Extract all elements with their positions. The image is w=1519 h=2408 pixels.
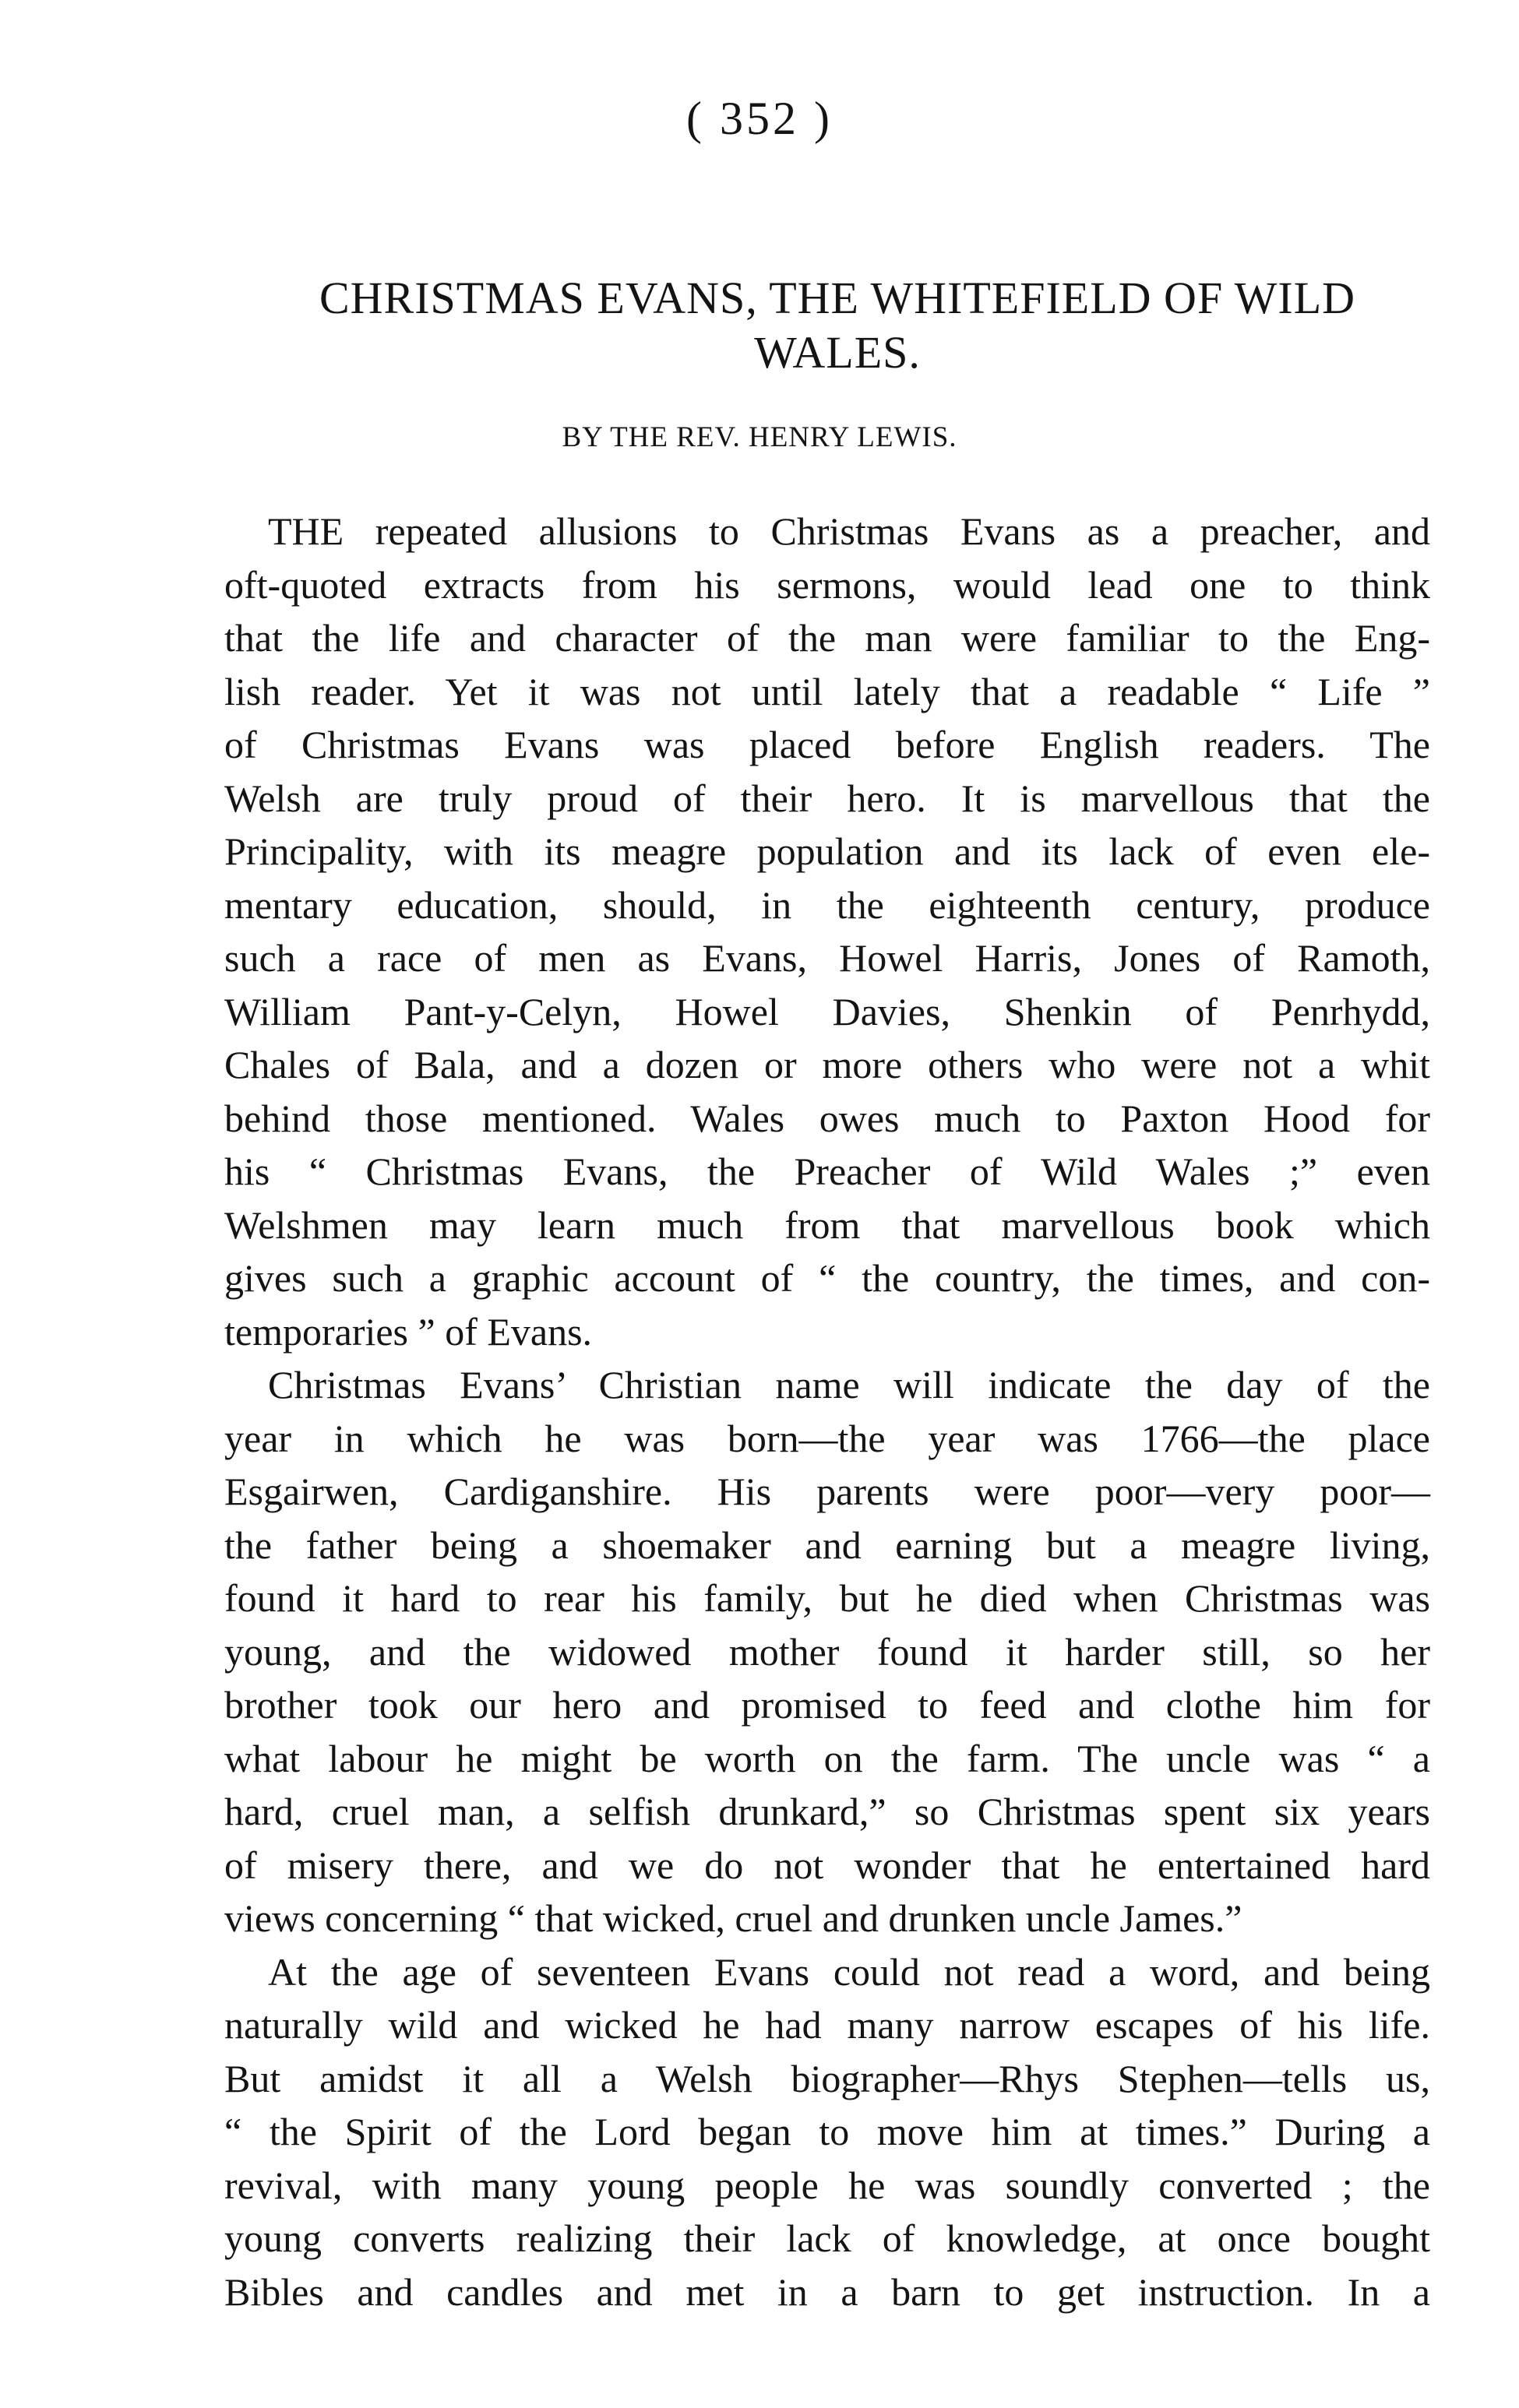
text-line: Principality, with its meagre population and its lack of even ele- bbox=[224, 829, 1430, 873]
text-line: temporaries ” of Evans. bbox=[224, 1309, 593, 1354]
text-line: Chales of Bala, and a dozen or more others who were not a whit bbox=[224, 1043, 1430, 1086]
article-title bbox=[234, 271, 1441, 380]
text-line: Esgairwen, Cardiganshire. His parents were poor—very poor— bbox=[224, 1470, 1430, 1513]
text-line: year in which he was born—the year was 1766—the place bbox=[224, 1416, 1430, 1460]
text-line: At the age of seventeen Evans could not read a word, and being bbox=[268, 1949, 1430, 1994]
text-line: Welsh are truly proud of their hero. It is marvellous that the bbox=[224, 776, 1430, 820]
text-line: Christmas Evans’ Christian name will indicate the day of the bbox=[268, 1363, 1430, 1406]
text-line: gives such a graphic account of “ the country, the times, and con- bbox=[224, 1256, 1430, 1300]
title-line: WALES. bbox=[754, 327, 921, 378]
author-byline: BY THE REV. HENRY LEWIS. bbox=[562, 421, 957, 453]
text-line: lish reader. Yet it was not until lately that a readable “ Life ” bbox=[224, 669, 1430, 713]
text-line: young, and the widowed mother found it harder still, so her bbox=[224, 1629, 1430, 1674]
text-line: hard, cruel man, a selfish drunkard,” so Christmas spent six years bbox=[224, 1790, 1430, 1833]
text-line: of misery there, and we do not wonder that he entertained hard bbox=[224, 1843, 1430, 1887]
text-line: brother took our hero and promised to feed and clothe him for bbox=[224, 1683, 1430, 1727]
text-line: the father being a shoemaker and earning but a meagre living, bbox=[224, 1523, 1430, 1567]
text-line: “ the Spirit of the Lord began to move him at times.” During a bbox=[224, 2110, 1430, 2153]
text-line: THE repeated allusions to Christmas Evans as a preacher, and bbox=[268, 509, 1430, 553]
text-line: such a race of men as Evans, Howel Harris, Jones of Ramoth, bbox=[224, 936, 1430, 980]
text-line: of Christmas Evans was placed before English readers. The bbox=[224, 723, 1430, 766]
text-line: what labour he might be worth on the farm. The uncle was “ a bbox=[224, 1736, 1430, 1780]
text-line: Welshmen may learn much from that marvellous book which bbox=[224, 1202, 1430, 1247]
text-line: revival, with many young people he was soundly converted ; the bbox=[224, 2163, 1430, 2207]
text-line: naturally wild and wicked he had many narrow escapes of his life. bbox=[224, 2003, 1430, 2047]
text-line: Bibles and candles and met in a barn to get instruction. In a bbox=[224, 2269, 1430, 2314]
text-line: views concerning “ that wicked, cruel and drunken uncle James.” bbox=[224, 1896, 1242, 1940]
title-line: CHRISTMAS EVANS, THE WHITEFIELD OF WILD bbox=[319, 273, 1356, 323]
text-line: found it hard to rear his family, but he died when Christmas was bbox=[224, 1576, 1430, 1620]
text-line: his “ Christmas Evans, the Preacher of Wild Wales ;” even bbox=[224, 1149, 1430, 1193]
page-number: ( 352 ) bbox=[686, 93, 833, 144]
text-line: behind those mentioned. Wales owes much to Paxton Hood for bbox=[224, 1096, 1430, 1140]
text-line: William Pant-y-Celyn, Howel Davies, Shenkin of Penrhydd, bbox=[224, 989, 1430, 1033]
text-line: that the life and character of the man were familiar to the Eng- bbox=[224, 616, 1430, 660]
text-line: oft-quoted extracts from his sermons, would lead one to think bbox=[224, 562, 1430, 607]
text-line: young converts realizing their lack of knowledge, at once bought bbox=[224, 2216, 1430, 2260]
text-line: But amidst it all a Welsh biographer—Rhys Stephen—tells us, bbox=[224, 2056, 1430, 2100]
article-body bbox=[224, 505, 1430, 2318]
text-line: mentary education, should, in the eighteenth century, produce bbox=[224, 882, 1430, 927]
